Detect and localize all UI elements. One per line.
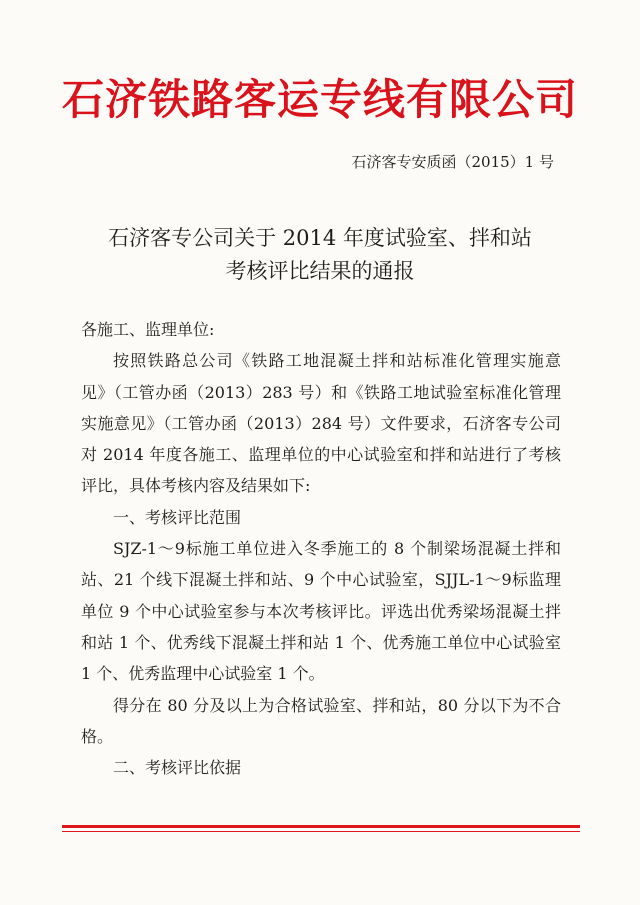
document-body <box>81 314 561 783</box>
footer-rule-thin <box>62 831 580 832</box>
section-1-paragraph: SJZ-1～9标施工单位进入冬季施工的 8 个制梁场混凝土拌和站、21 个线下混凝土拌和站、9 个中心试验室，SJJL-1～9标监理单位 9 个中心试验室参与本次考核评比。评选出优秀梁场混凝土拌和站 1 个、优秀线下混凝土拌和站 1 个、优秀施工单位中心试验室 1 个、优秀监理中心试验室 1 个。 <box>81 539 561 684</box>
title-line-2: 考核评比结果的通报 <box>225 259 415 283</box>
document-number: 石济客专安质函（2015）1 号 <box>351 153 554 171</box>
letterhead-company-name: 石济铁路客运专线有限公司 <box>61 75 578 124</box>
section-2-heading: 二、考核评比依据 <box>113 758 242 778</box>
title-line-1: 石济客专公司关于 2014 年度试验室、拌和站 <box>108 226 532 250</box>
salutation: 各施工、监理单位: <box>81 320 215 339</box>
score-paragraph: 得分在 80 分及以上为合格试验室、拌和站，80 分以下为不合格。 <box>81 695 561 746</box>
footer-rule-thick <box>62 825 580 828</box>
intro-paragraph: 按照铁路总公司《铁路工地混凝土拌和站标准化管理实施意见》（工管办函（2013）283 号）和《铁路工地试验室标准化管理实施意见》（工管办函（2013）284 号）文件要求，石济客专公司对 2014 年度各施工、监理单位的中心试验室和拌和站进行了考核评比，具体考核内容及结果如下: <box>81 351 561 496</box>
section-1-heading: 一、考核评比范围 <box>113 507 242 527</box>
document-title <box>0 222 640 288</box>
